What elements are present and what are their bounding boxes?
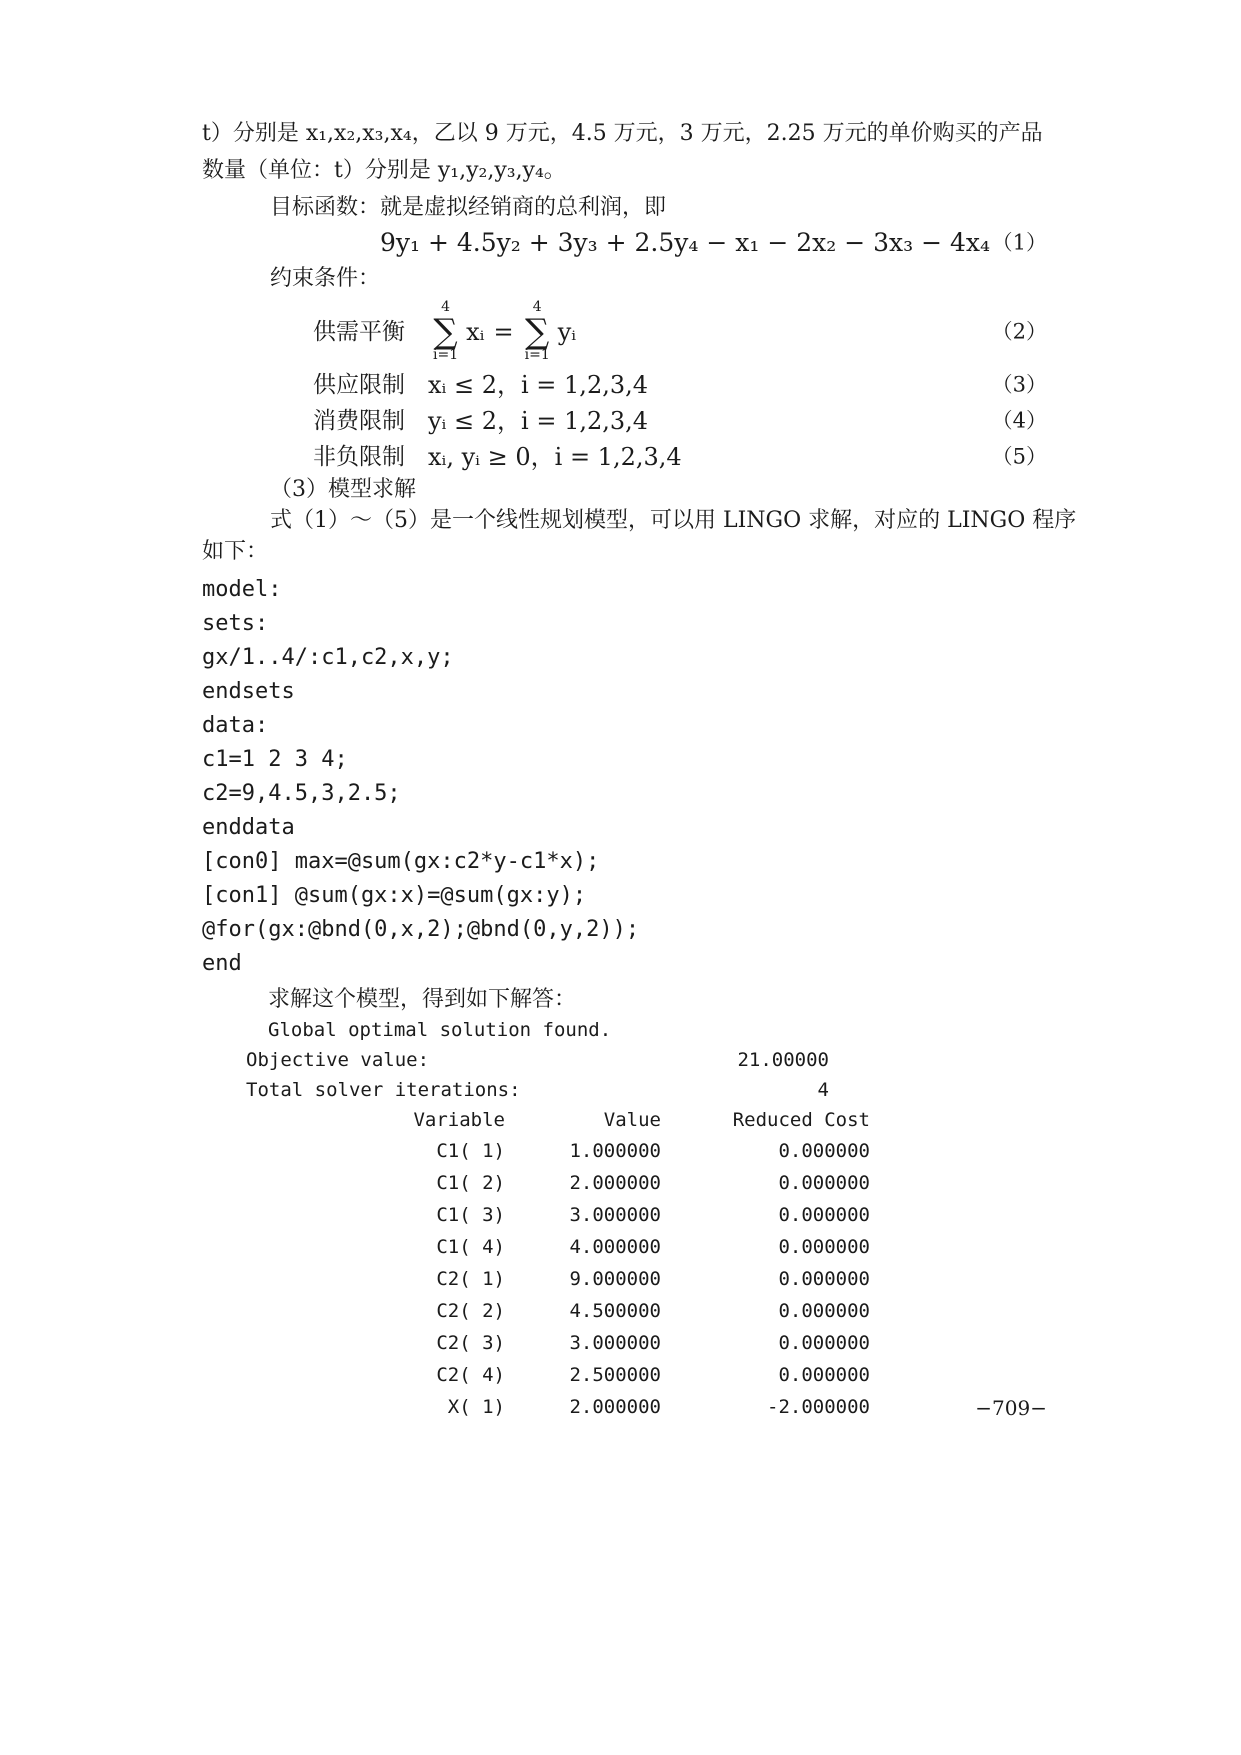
objective-equation <box>202 226 1047 260</box>
code-line: [con1] @sum(gx:x)=@sum(gx:y); <box>202 883 587 908</box>
table-header-row <box>202 1105 1047 1135</box>
equation-number-5: （5） <box>991 444 1047 469</box>
constraint-supply-expression: xᵢ ≤ 2，i = 1,2,3,4 <box>428 371 649 399</box>
constraint-consume-label: 消费限制 <box>313 408 405 434</box>
solving-intro-line-2: 如下： <box>202 539 269 564</box>
column-header-variable: Variable <box>413 1109 505 1131</box>
table-row <box>202 1199 1047 1231</box>
table-row <box>202 1135 1047 1167</box>
cell-reduced-cost: -2.000000 <box>767 1396 870 1418</box>
objective-formula: 9y₁ + 4.5y₂ + 3y₃ + 2.5y₄ − x₁ − 2x₂ − 3x₃ − 4x₄ <box>380 228 990 257</box>
cell-reduced-cost: 0.000000 <box>778 1172 870 1194</box>
cell-value: 2.000000 <box>569 1172 661 1194</box>
column-header-value: Value <box>603 1109 661 1131</box>
cell-value: 3.000000 <box>569 1332 661 1354</box>
cell-variable: C2( 4) <box>436 1364 505 1386</box>
cell-variable: C1( 1) <box>436 1140 505 1162</box>
rhs-variable: yᵢ <box>557 317 577 346</box>
iterations-value: 4 <box>817 1079 829 1101</box>
cell-value: 1.000000 <box>569 1140 661 1162</box>
constraint-consume-expression: yᵢ ≤ 2，i = 1,2,3,4 <box>428 407 649 435</box>
cell-variable: C1( 3) <box>436 1204 505 1226</box>
table-row <box>202 1327 1047 1359</box>
code-line: gx/1..4/:c1,c2,x,y; <box>202 645 454 670</box>
objective-value: 21.00000 <box>737 1049 829 1071</box>
constraint-consume <box>202 403 1047 439</box>
cell-reduced-cost: 0.000000 <box>778 1332 870 1354</box>
solving-intro-line-1: 式（1）～（5）是一个线性规划模型，可以用 LINGO 求解，对应的 LINGO 程序 <box>270 508 1077 533</box>
summation-lhs <box>433 300 458 363</box>
iterations-line <box>246 1075 829 1105</box>
solver-results-table <box>202 1105 1047 1423</box>
cell-reduced-cost: 0.000000 <box>778 1236 870 1258</box>
table-row <box>202 1167 1047 1199</box>
equals-sign: = <box>493 317 514 346</box>
equation-number-3: （3） <box>991 372 1047 397</box>
summation-lower-bound: i=1 <box>433 347 459 364</box>
constraint-balance-expression <box>428 300 579 363</box>
column-header-reduced-cost: Reduced Cost <box>732 1109 870 1131</box>
iterations-label: Total solver iterations: <box>246 1079 521 1101</box>
cell-variable: X( 1) <box>447 1396 505 1418</box>
cell-reduced-cost: 0.000000 <box>778 1300 870 1322</box>
solution-prompt: 求解这个模型，得到如下解答： <box>268 987 577 1012</box>
summation-lower-bound: i=1 <box>524 347 550 364</box>
equation-number-1: （1） <box>991 230 1047 255</box>
cell-value: 2.000000 <box>569 1396 661 1418</box>
summation-upper-bound: 4 <box>441 299 451 316</box>
constraint-balance <box>202 297 1047 367</box>
cell-value: 4.500000 <box>569 1300 661 1322</box>
cell-reduced-cost: 0.000000 <box>778 1364 870 1386</box>
constraint-supply <box>202 367 1047 403</box>
table-row <box>202 1295 1047 1327</box>
code-line: endsets <box>202 679 295 704</box>
summation-upper-bound: 4 <box>532 299 542 316</box>
code-line: [con0] max=@sum(gx:c2*y-c1*x); <box>202 849 600 874</box>
cell-value: 2.500000 <box>569 1364 661 1386</box>
cell-variable: C1( 2) <box>436 1172 505 1194</box>
sigma-symbol: ∑ <box>525 311 550 352</box>
cell-variable: C1( 4) <box>436 1236 505 1258</box>
summation-rhs <box>525 300 550 363</box>
cell-reduced-cost: 0.000000 <box>778 1140 870 1162</box>
code-line: enddata <box>202 815 295 840</box>
table-row <box>202 1231 1047 1263</box>
code-line: model: <box>202 577 282 602</box>
equation-number-2: （2） <box>991 319 1047 344</box>
constraint-balance-label: 供需平衡 <box>313 319 405 345</box>
objective-value-line <box>246 1045 829 1075</box>
cell-variable: C2( 2) <box>436 1300 505 1322</box>
cell-value: 9.000000 <box>569 1268 661 1290</box>
constraint-nonnegative-expression: xᵢ, yᵢ ≥ 0，i = 1,2,3,4 <box>428 443 682 471</box>
solver-output-section <box>202 985 1047 1423</box>
cell-variable: C2( 3) <box>436 1332 505 1354</box>
constraint-nonnegative <box>202 439 1047 475</box>
intro-line-2: 数量（单位：t）分别是 y₁,y₂,y₃,y₄。 <box>202 158 566 183</box>
cell-value: 4.000000 <box>569 1236 661 1258</box>
lhs-variable: xᵢ <box>466 317 485 346</box>
code-line: sets: <box>202 611 269 636</box>
constraints-label: 约束条件： <box>270 266 381 291</box>
code-line: end <box>202 951 242 976</box>
code-line: c1=1 2 3 4; <box>202 747 348 772</box>
code-line: @for(gx:@bnd(0,x,2);@bnd(0,y,2)); <box>202 917 640 942</box>
table-row <box>202 1263 1047 1295</box>
sigma-symbol: ∑ <box>433 311 458 352</box>
objective-value-label: Objective value: <box>246 1049 430 1071</box>
constraint-nonnegative-label: 非负限制 <box>313 444 405 470</box>
cell-reduced-cost: 0.000000 <box>778 1204 870 1226</box>
objective-function-label: 目标函数：就是虚拟经销商的总利润，即 <box>270 195 667 220</box>
page-number: −709− <box>975 1396 1047 1420</box>
lingo-code-block <box>202 573 1047 981</box>
solver-status-line: Global optimal solution found. <box>268 1019 612 1041</box>
code-line: c2=9,4.5,3,2.5; <box>202 781 401 806</box>
constraint-supply-label: 供应限制 <box>313 372 405 398</box>
code-line: data: <box>202 713 269 738</box>
equation-number-4: （4） <box>991 408 1047 433</box>
intro-line-1: t）分别是 x₁,x₂,x₃,x₄，乙以 9 万元，4.5 万元，3 万元，2.25 万元的单价购买的产品 <box>202 121 1043 146</box>
table-row <box>202 1359 1047 1391</box>
cell-variable: C2( 1) <box>436 1268 505 1290</box>
cell-reduced-cost: 0.000000 <box>778 1268 870 1290</box>
cell-value: 3.000000 <box>569 1204 661 1226</box>
section-title-model-solving: （3）模型求解 <box>270 477 416 502</box>
page-content <box>202 115 1077 1423</box>
